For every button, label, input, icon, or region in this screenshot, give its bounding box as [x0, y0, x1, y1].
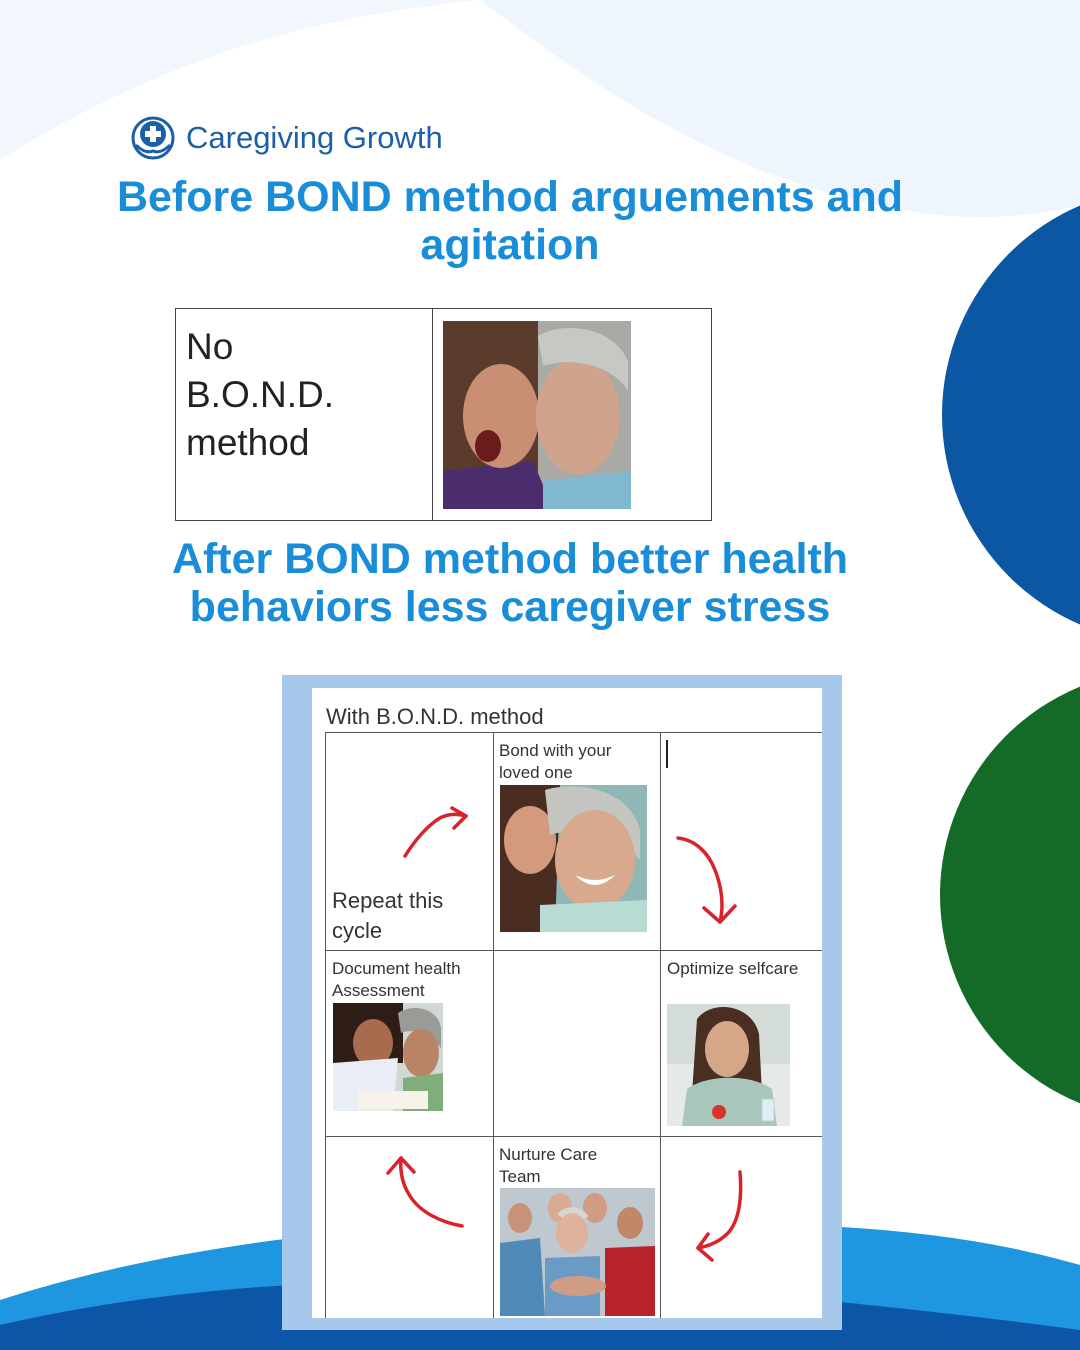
- document-label: Document health Assessment: [332, 959, 461, 1000]
- headline-after: After BOND method better health behaviors less caregiver stress: [171, 535, 849, 631]
- sheet-title: With B.O.N.D. method: [326, 704, 544, 729]
- repeat-cycle-label: Repeat this cycle: [332, 888, 444, 943]
- headline-before: Before BOND method arguements and agitation: [116, 173, 904, 269]
- arrow-down-right-icon: [678, 838, 722, 922]
- arrowhead-2-icon: [704, 906, 735, 922]
- brand-name: Caregiving Growth: [186, 120, 443, 155]
- bond-label: Bond with your loved one: [499, 741, 612, 782]
- nurture-label: Nurture Care Team: [499, 1145, 598, 1186]
- optimize-label: Optimize selfcare: [667, 959, 799, 978]
- arrowhead-1-icon: [452, 808, 466, 828]
- arrow-up-right-icon: [405, 814, 466, 856]
- no-bond-label: No B.O.N.D. method: [186, 326, 335, 463]
